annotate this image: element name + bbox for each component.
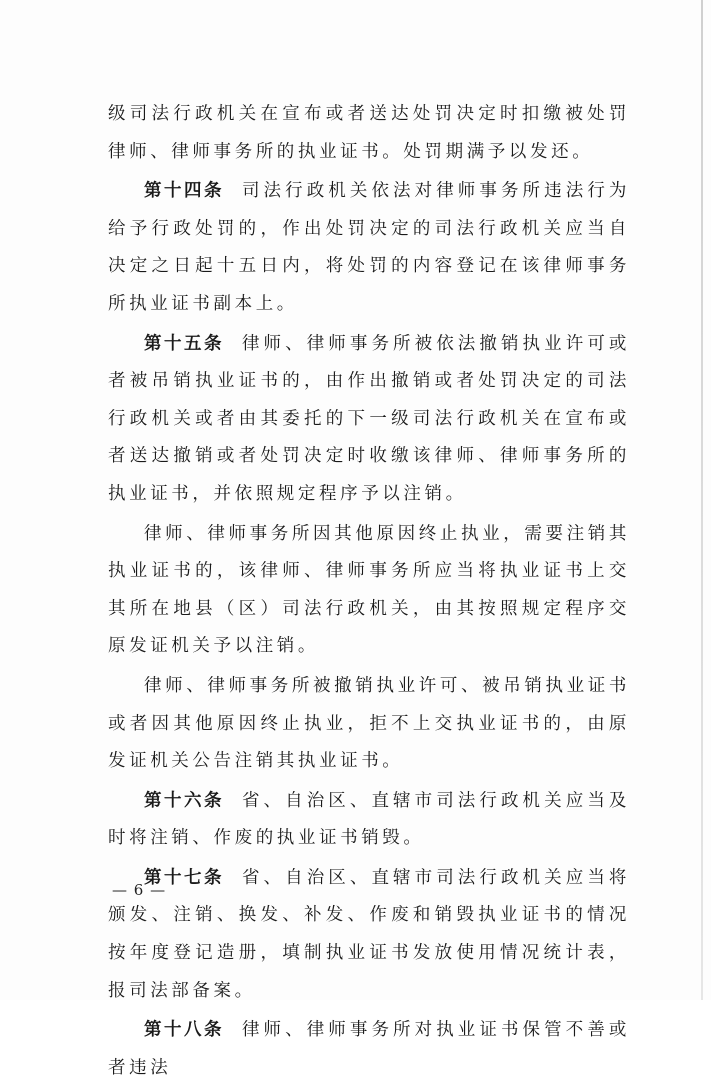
article-number: 第十六条: [144, 790, 224, 811]
paragraph-article-16: [108, 783, 630, 858]
article-number: 第十七条: [144, 867, 224, 888]
paragraph-article-15: [108, 326, 630, 514]
paragraph-article-14: [108, 173, 630, 323]
paragraph-text: 律师、律师事务所被依法撤销执业许可或者被吊销执业证书的，由作出撤销或者处罚决定的司法行政机关或者由其委托的下一级司法行政机关在宣布或者送达撤销或者处罚决定时收缴该律师、律师事务所的执业证书，并依照规定程序予以注销。: [108, 333, 630, 504]
paragraph-text: 律师、律师事务所被撤销执业许可、被吊销执业证书或者因其他原因终止执业，拒不上交执业证书的，由原发证机关公告注销其执业证书。: [108, 675, 630, 772]
paragraph-text: 律师、律师事务所对执业证书保管不善或者违法: [108, 1020, 630, 1078]
page-edge: [701, 0, 703, 1000]
paragraph-text: 律师、律师事务所因其他原因终止执业，需要注销其执业证书的，该律师、律师事务所应当将执业证书上交其所在地县（区）司法行政机关，由其按照规定程序交原发证机关予以注销。: [108, 523, 630, 657]
paragraph-5: [108, 668, 630, 781]
article-number: 第十五条: [144, 333, 224, 354]
article-number: 第十四条: [144, 181, 224, 202]
paragraph-4: [108, 516, 630, 666]
paragraph-text: 省、自治区、直辖市司法行政机关应当将颁发、注销、换发、补发、作废和销毁执业证书的情况按年度登记造册，填制执业证书发放使用情况统计表，报司法部备案。: [108, 867, 630, 1001]
paragraph-article-18: [108, 1012, 630, 1087]
body-text: [108, 96, 630, 1087]
paragraph-text: 省、自治区、直辖市司法行政机关应当及时将注销、作废的执业证书销毁。: [108, 790, 630, 849]
article-number: 第十八条: [144, 1020, 224, 1041]
paragraph-1: [108, 96, 630, 171]
paragraph-text: 级司法行政机关在宣布或者送达处罚决定时扣缴被处罚律师、律师事务所的执业证书。处罚期满予以发还。: [108, 104, 630, 162]
paragraph-article-17: [108, 860, 630, 1010]
page-number: — 6 —: [112, 881, 167, 899]
paragraph-text: 司法行政机关依法对律师事务所违法行为给予行政处罚的，作出处罚决定的司法行政机关应当自决定之日起十五日内，将处罚的内容登记在该律师事务所执业证书副本上。: [108, 181, 630, 314]
